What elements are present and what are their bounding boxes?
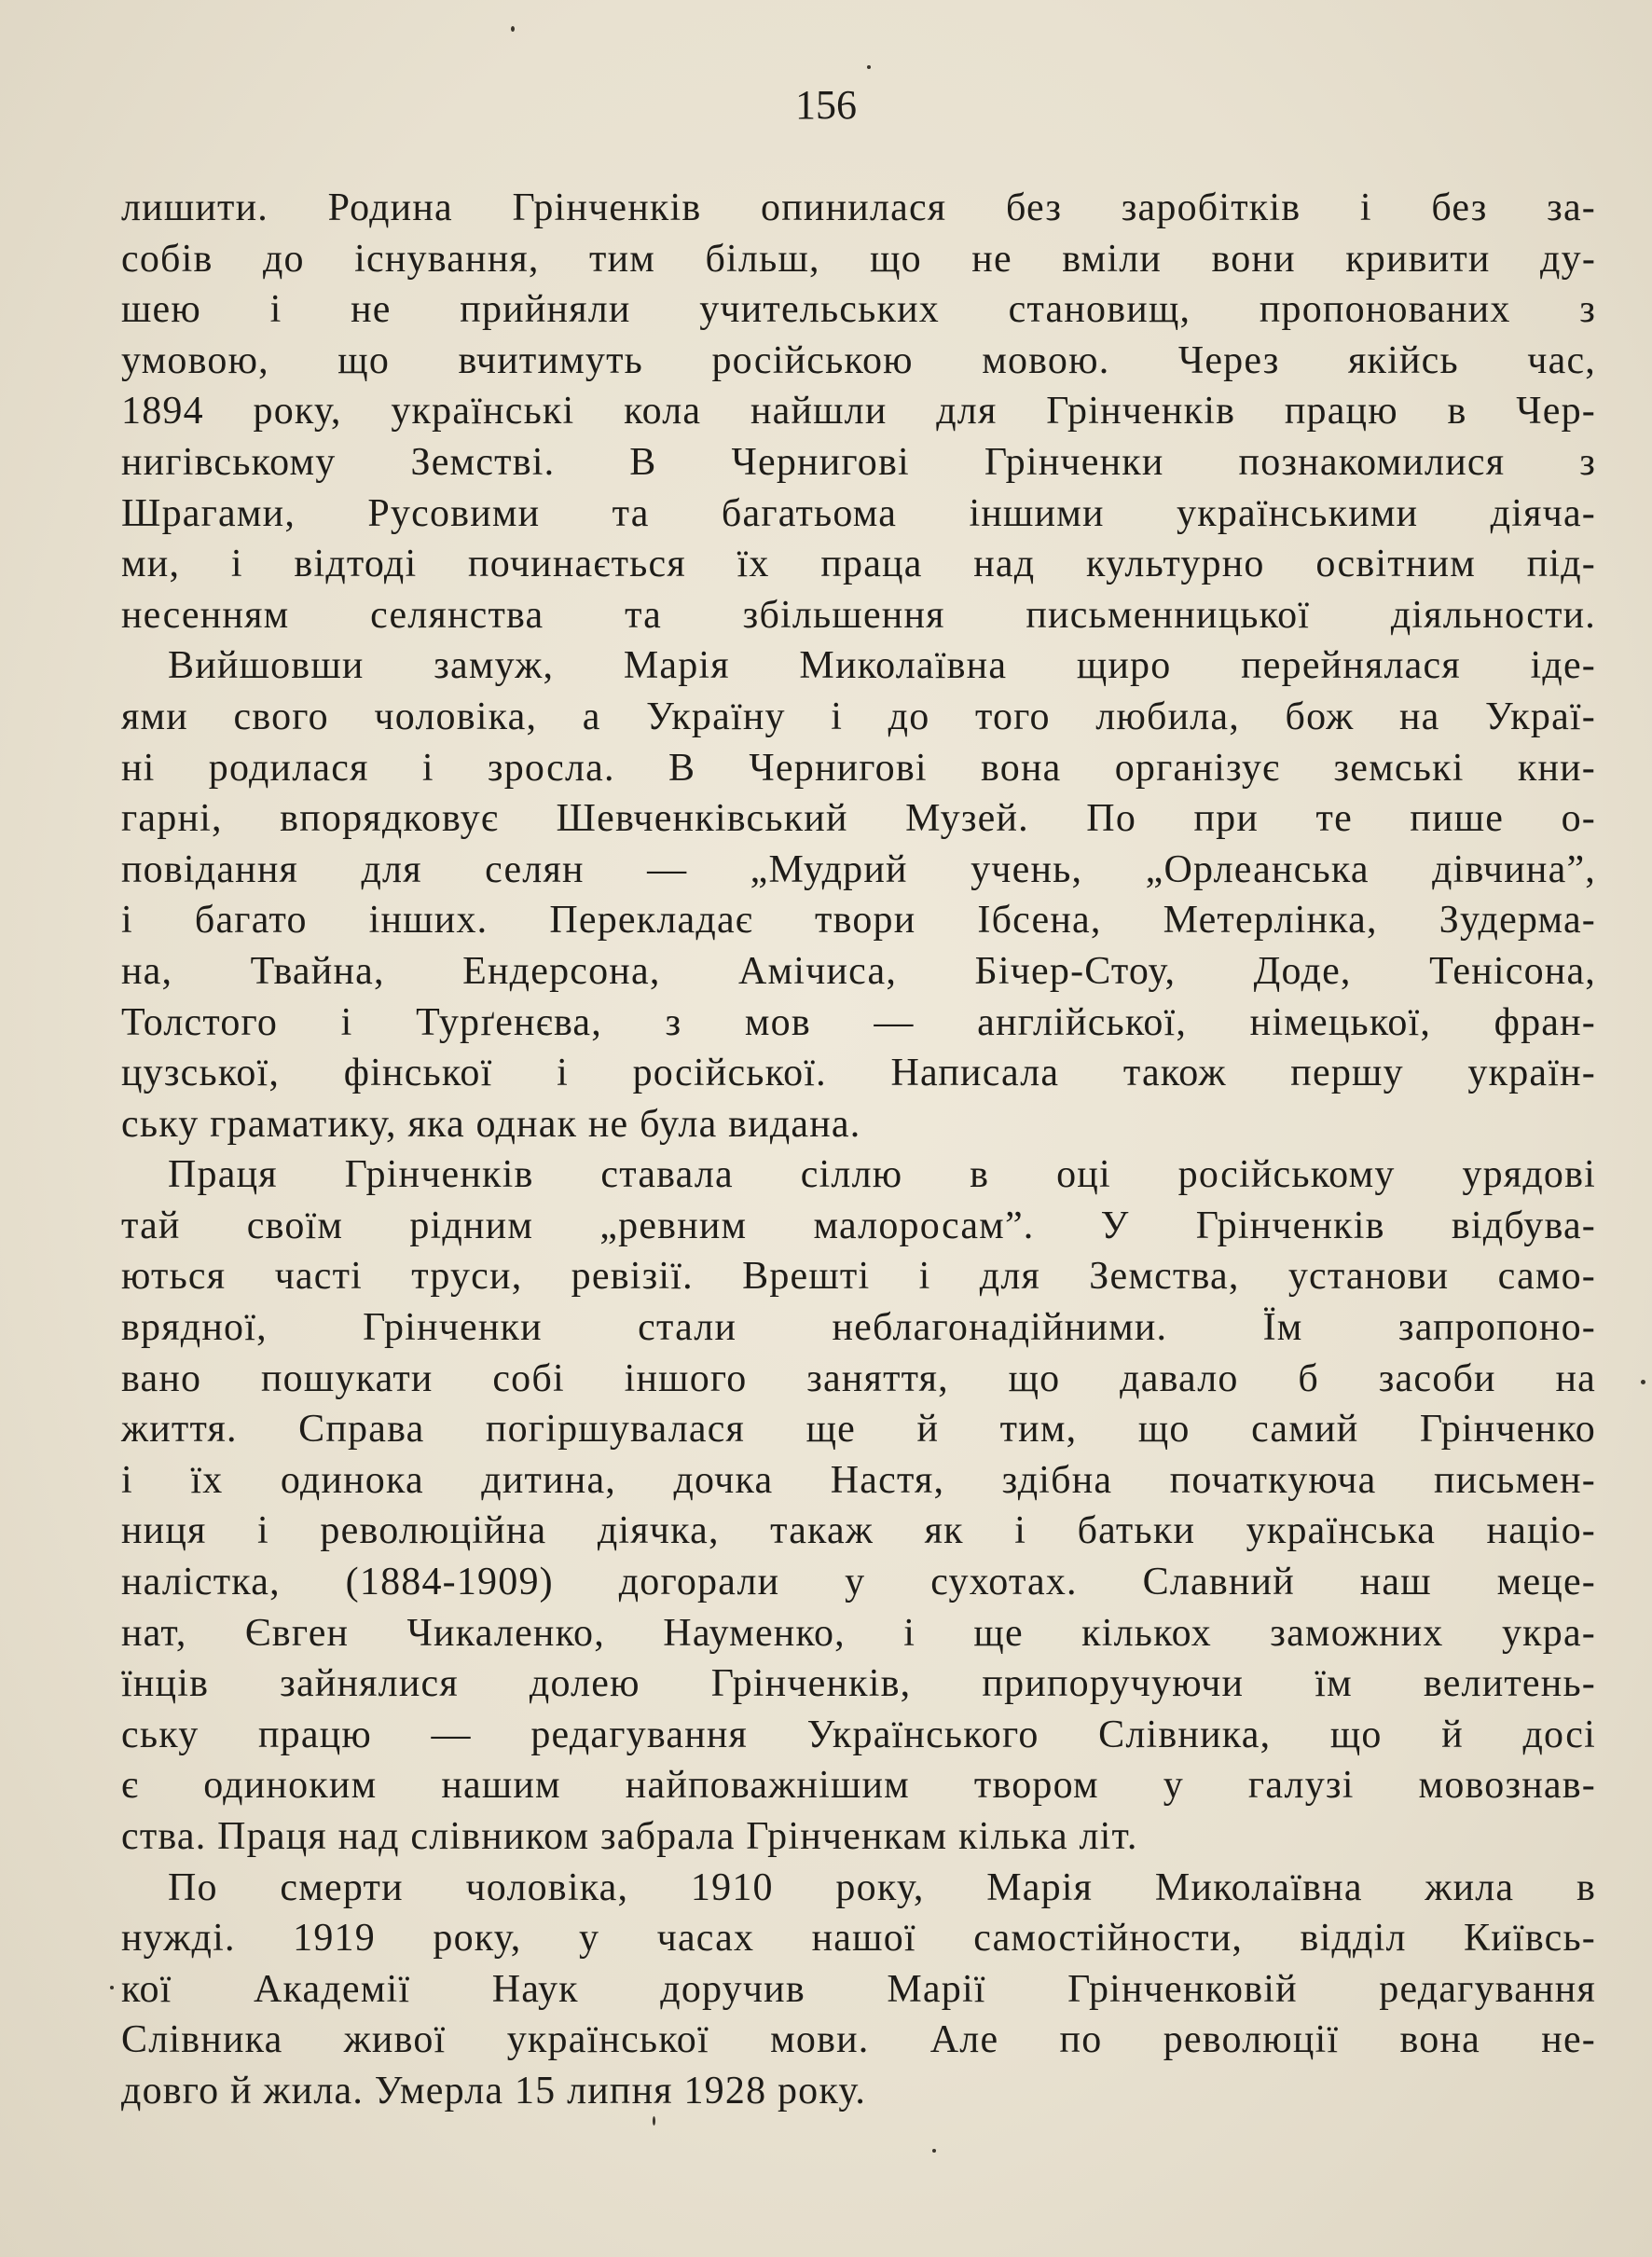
text-line: ську граматику, яка однак не була видана. (121, 1102, 861, 1146)
text-line: врядної, Грінченки стали неблагонадійними. Їм запропоно- (121, 1306, 1596, 1350)
text-line: ниця і революційна діячка, такаж як і батьки українська націо- (121, 1509, 1596, 1553)
text-line: ми, і відтоді починається їх праца над культурно освітним під- (121, 543, 1596, 586)
text-line: вано пошукати собі іншого заняття, що давало б засоби на (121, 1356, 1596, 1400)
text-line: нигівському Земстві. В Чернигові Грінченки познакомилися з (121, 440, 1596, 484)
scan-speck (511, 26, 515, 32)
text-line: довго й жила. Умерла 15 липня 1928 року. (121, 2069, 867, 2112)
text-line: ні родилася і зросла. В Чернигові вона організує земські кни- (121, 746, 1596, 790)
text-line: цузської, фінської і російської. Написала також першу україн- (121, 1052, 1596, 1095)
text-line: 1894 року, українські кола найшли для Грінченків працю в Чер- (121, 390, 1596, 434)
text-line: Слівника живої української мови. Але по революції вона не- (121, 2018, 1596, 2062)
text-line: собів до існування, тим більш, що не вміли вони кривити ду- (121, 237, 1596, 281)
text-line: налістка, (1884-1909) догорали у сухотах. Славний наш мецe- (121, 1561, 1596, 1604)
paragraph-3 (121, 1149, 1596, 1862)
text-line: шею і не прийняли учительських становищ, пропонованих з (121, 288, 1596, 332)
text-line: і багато інших. Перекладає твори Ібсена, Метерлінка, Зудерма- (121, 899, 1596, 943)
scan-speck (653, 2116, 655, 2126)
text-line: повідання для селян — „Мудрий учень, „Орлеанська дівчина”, (121, 847, 1596, 891)
text-line: Вийшовши замуж, Марія Миколаївна щиро перейнялася іде- (168, 644, 1596, 688)
text-line: гарні, впорядковує Шевченківський Музей. По при те пише о- (121, 797, 1596, 841)
text-line: нат, Євген Чикаленко, Науменко, і ще кількох заможних укра- (121, 1611, 1596, 1655)
scan-speck (867, 65, 871, 69)
text-line: несенням селянства та збільшення письменницької діяльности. (121, 593, 1596, 637)
paragraph-4 (121, 1863, 1596, 2117)
text-line: ями свого чоловіка, а Україну і до того любила, бож на Украї- (121, 695, 1596, 738)
text-line: і їх одинока дитина, дочка Настя, здібна початкуюча письмен- (121, 1458, 1596, 1502)
scan-speck (1641, 1380, 1645, 1384)
text-line: їнців зайнялися долею Грінченків, припоручуючи їм велитень- (121, 1662, 1596, 1706)
text-line: Толстого і Турґенєва, з мов — англійської, німецької, фран- (121, 1000, 1596, 1044)
text-line: ються часті труси, ревізії. Врешті і для Земства, установи само- (121, 1255, 1596, 1299)
scan-speck (932, 2149, 936, 2153)
text-line: ську працю — редагування Українського Слівника, що й досі (121, 1713, 1596, 1756)
text-line: життя. Справа погіршувалася ще й тим, що самий Грінченко (121, 1408, 1596, 1452)
scan-speck (110, 1986, 114, 1989)
text-line: Праця Грінченків ставала сіллю в оці російському урядові (168, 1153, 1596, 1197)
text-line: кої Академії Наук доручив Марії Грінченковій редагування (121, 1967, 1596, 2011)
text-line: є одиноким нашим найповажнішим твором у галузі мовознав- (121, 1764, 1596, 1808)
page-number: 156 (795, 82, 857, 128)
text-line: умовою, що вчитимуть російською мовою. Через якійсь час, (121, 338, 1596, 382)
text-line: Шрагами, Русовими та багатьома іншими українськими діяча- (121, 491, 1596, 535)
text-line: лишити. Родина Грінченків опинилася без заробітків і без за- (121, 186, 1596, 229)
text-line: По смерти чоловіка, 1910 року, Марія Миколаївна жила в (168, 1865, 1596, 1909)
text-line: на, Твайна, Ендерсона, Амічиса, Бічер-Стоу, Доде, Тенісона, (121, 949, 1596, 993)
text-line: тай своїм рідним „ревним малоросам”. У Грінченків відбува- (121, 1204, 1596, 1247)
body-text (121, 183, 1596, 2117)
text-line: нужді. 1919 року, у часах нашої самостійности, відділ Київсь- (121, 1917, 1596, 1961)
paragraph-2 (121, 640, 1596, 1149)
text-line: ства. Праця над слівником забрала Грінченкам кілька літ. (121, 1815, 1138, 1858)
paragraph-1 (121, 183, 1596, 640)
